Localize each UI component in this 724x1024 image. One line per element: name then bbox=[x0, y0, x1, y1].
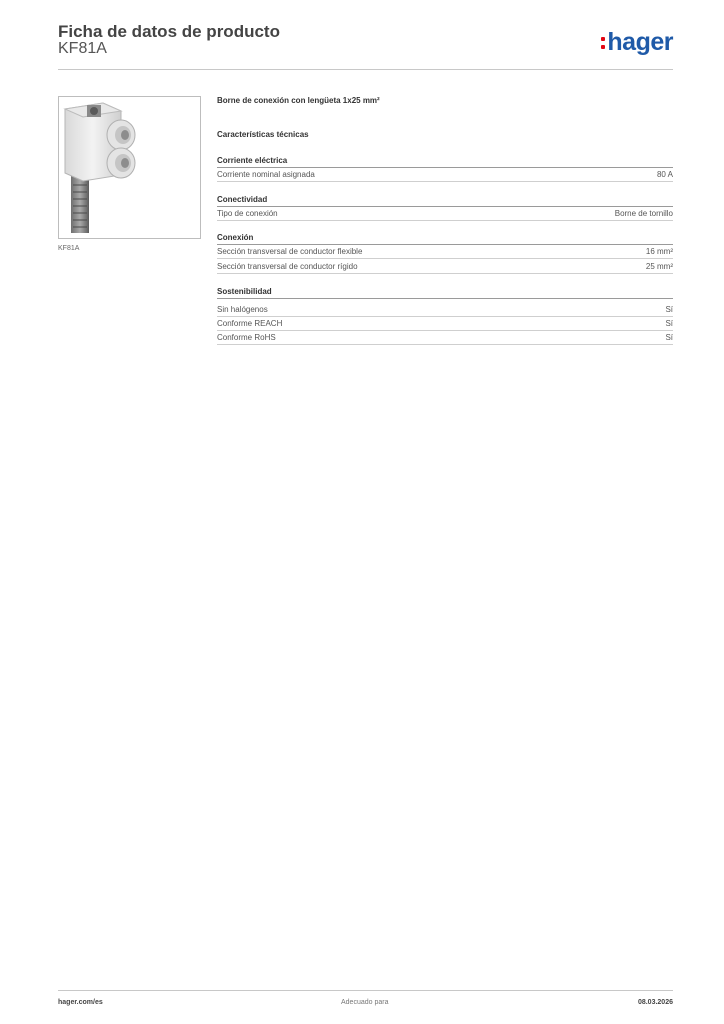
group-heading-sustainability: Sostenibilidad bbox=[217, 287, 673, 299]
product-name: Borne de conexión con lengüeta 1x25 mm² bbox=[217, 96, 380, 105]
spec-row bbox=[217, 331, 673, 345]
document-title: Ficha de datos de producto bbox=[58, 22, 280, 41]
image-caption: KF81A bbox=[58, 245, 80, 252]
hager-logo[interactable] bbox=[601, 28, 673, 57]
logo-text: hager bbox=[607, 28, 673, 56]
spec-label: Sección transversal de conductor rígido bbox=[217, 262, 358, 271]
spec-label: Corriente nominal asignada bbox=[217, 170, 315, 179]
spec-value: Sí bbox=[665, 305, 673, 314]
group-heading-electric-current: Corriente eléctrica bbox=[217, 156, 673, 168]
spec-label: Tipo de conexión bbox=[217, 209, 278, 218]
spec-value: Sí bbox=[665, 319, 673, 328]
spec-row bbox=[217, 317, 673, 331]
spec-label: Conforme RoHS bbox=[217, 333, 276, 342]
document-date: 08.03.2026 bbox=[637, 999, 673, 1006]
spec-value: 80 A bbox=[656, 170, 673, 179]
document-header bbox=[58, 20, 673, 70]
document-footer bbox=[58, 990, 673, 1010]
specs-heading: Características técnicas bbox=[217, 130, 309, 139]
group-heading-connection: Conexión bbox=[217, 233, 673, 245]
footer-note: Adecuado para bbox=[341, 999, 389, 1006]
terminal-connector-illustration bbox=[59, 97, 200, 238]
spec-row bbox=[217, 168, 673, 182]
product-image bbox=[58, 96, 201, 239]
product-code: KF81A bbox=[58, 40, 107, 57]
spec-row bbox=[217, 245, 673, 259]
spec-value: Sí bbox=[665, 333, 673, 342]
spec-label: Sin halógenos bbox=[217, 305, 268, 314]
spec-row bbox=[217, 260, 673, 274]
spec-value: 16 mm² bbox=[645, 247, 673, 256]
spec-value: Borne de tornillo bbox=[614, 209, 673, 218]
website-link[interactable]: hager.com/es bbox=[58, 999, 103, 1006]
logo-colon-icon bbox=[601, 37, 605, 49]
group-heading-connectivity: Conectividad bbox=[217, 195, 673, 207]
spec-label: Conforme REACH bbox=[217, 319, 283, 328]
spec-row bbox=[217, 207, 673, 221]
spec-row bbox=[217, 303, 673, 317]
spec-label: Sección transversal de conductor flexible bbox=[217, 247, 363, 256]
spec-value: 25 mm² bbox=[645, 262, 673, 271]
